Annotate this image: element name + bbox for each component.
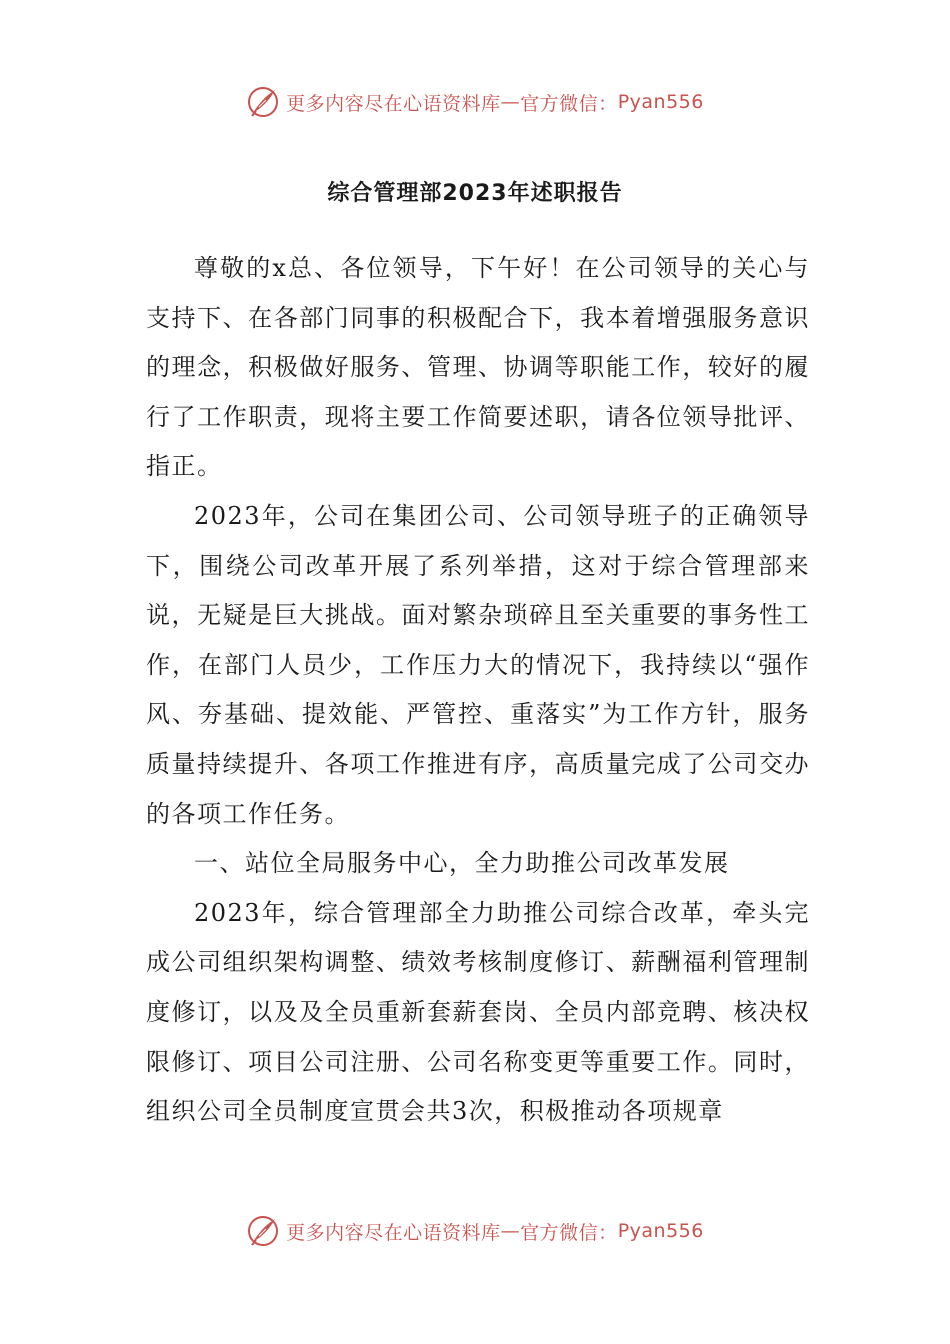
paragraph-section-1: 2023年，综合管理部全力助推公司综合改革，牵头完成公司组织架构调整、绩效考核制度修订、薪酬福利管理制度修订，以及及全员重新套薪套岗、全员内部竞聘、核决权限修订、项目公司注册、公司名称变更等重要工作。同时，组织公司全员制度宣贯会共3次，积极推动各项规章: [146, 898, 810, 1126]
paragraph-greeting: 尊敬的x总、各位领导，下午好！在公司领导的关心与支持下、在各部门同事的积极配合下，我本着增强服务意识的理念，积极做好服务、管理、协调等职能工作，较好的履行了工作职责，现将主要工作简要述职，请各位领导批评、指正。: [146, 254, 810, 481]
watermark-brand-text: 更多内容尽在心语资料库: [286, 1221, 501, 1244]
document-title: 综合管理部2023年述职报告: [327, 181, 623, 206]
watermark-separator: —: [500, 1220, 521, 1242]
quill-logo-icon: [246, 85, 280, 119]
header-watermark-banner: [0, 82, 950, 122]
watermark-wechat-id: Pyan556: [617, 91, 704, 113]
paragraph-overview: 2023年，公司在集团公司、公司领导班子的正确领导下，围绕公司改革开展了系列举措，这对于综合管理部来说，无疑是巨大挑战。面对繁杂琐碎且至关重要的事务性工作，在部门人员少，工作压力大的情况下，我持续以“强作风、夯基础、提效能、严管控、重落实”为工作方针，服务质量持续提升、各项工作推进有序，高质量完成了公司交办的各项工作任务。: [146, 501, 810, 828]
watermark-wechat-id: Pyan556: [617, 1220, 704, 1242]
watermark-brand-text: 更多内容尽在心语资料库: [286, 92, 501, 115]
section-heading-1: 一、站位全局服务中心，全力助推公司改革发展: [194, 849, 730, 878]
watermark-wechat-label: 官方微信：: [520, 92, 618, 115]
footer-watermark-banner: [0, 1211, 950, 1251]
quill-logo-icon: [246, 1214, 280, 1248]
watermark-wechat-label: 官方微信：: [520, 1221, 618, 1244]
document-body: [146, 244, 810, 1137]
watermark-separator: —: [500, 91, 521, 113]
